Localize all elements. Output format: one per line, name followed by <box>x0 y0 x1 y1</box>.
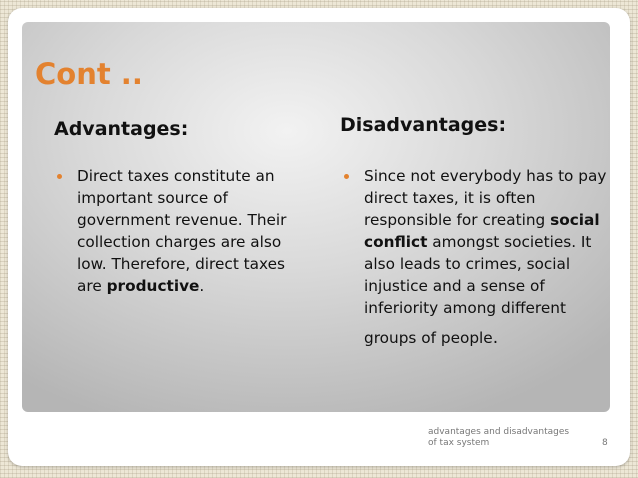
bullet-dot-icon <box>57 174 62 179</box>
advantages-heading: Advantages: <box>54 118 189 140</box>
advantages-bold-term: productive <box>106 277 200 295</box>
footer-caption <box>428 427 569 449</box>
disadvantages-period: . <box>492 328 499 348</box>
footer-caption-line-2: of tax system <box>428 438 490 448</box>
slide-title: Cont .. <box>35 57 143 91</box>
bullet-dot-icon <box>344 174 349 179</box>
advantages-list <box>55 165 310 297</box>
disadvantages-bold-term: social conflict <box>364 211 600 251</box>
advantages-bullet-item <box>55 165 310 297</box>
disadvantages-bullet-item <box>342 165 607 349</box>
disadvantages-text-2: amongst societies. It also leads to crimes, social injustice and a sense of inferiority among different <box>364 233 592 317</box>
disadvantages-text-3: groups of people <box>364 329 493 347</box>
disadvantages-heading: Disadvantages: <box>340 114 507 136</box>
page-number: 8 <box>602 438 608 448</box>
advantages-text: Direct taxes constitute an important source of government revenue. Their collection charges are also low. Therefore, direct taxes are <box>77 167 287 295</box>
footer-caption-line-1: advantages and disadvantages <box>428 427 570 437</box>
advantages-period: . <box>199 277 205 295</box>
disadvantages-last-line <box>364 327 498 349</box>
disadvantages-text-1: Since not everybody has to pay direct taxes, it is often responsible for creating <box>364 167 607 229</box>
disadvantages-list <box>342 165 607 349</box>
